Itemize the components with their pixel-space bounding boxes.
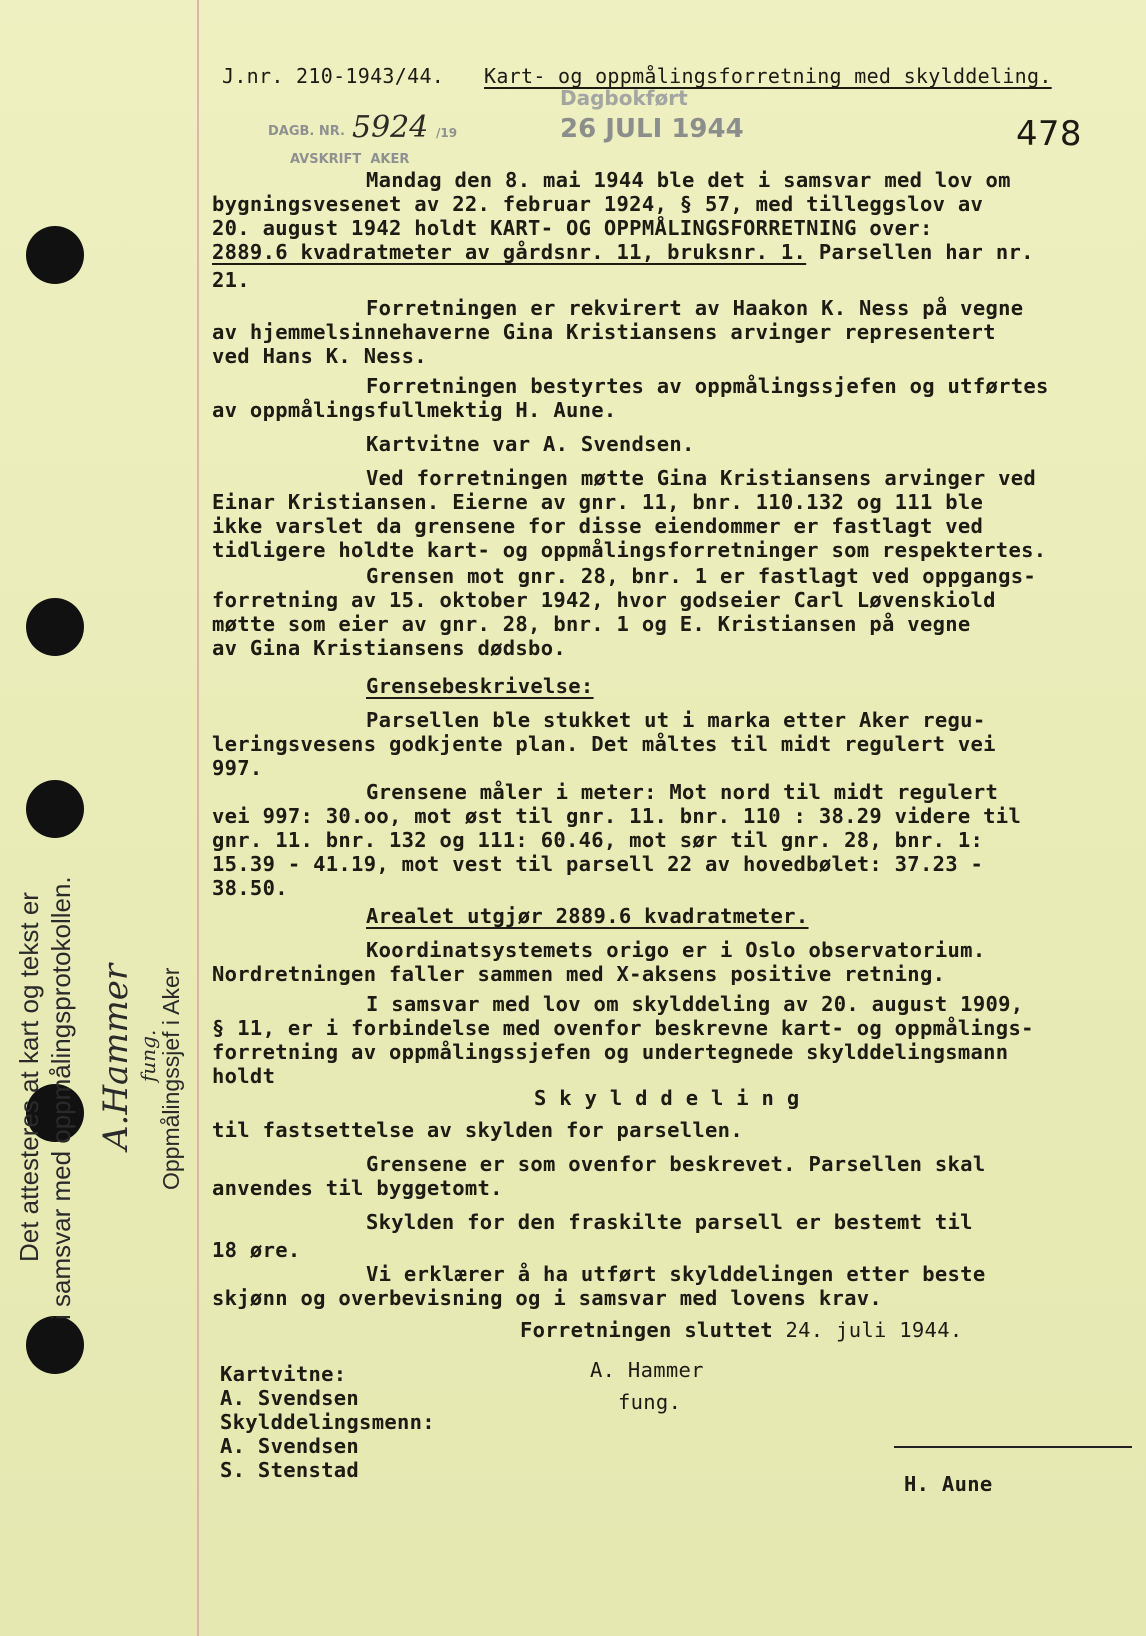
body-line: Vi erklærer å ha utført skylddelingen etter beste (366, 1262, 986, 1286)
body-line: 15.39 - 41.19, mot vest til parsell 22 av hovedbølet: 37.23 - (212, 852, 984, 876)
body-line: ved Hans K. Ness. (212, 344, 427, 368)
avskrift-stamp: AVSKRIFT AKER (290, 152, 410, 167)
body-line: I samsvar med lov om skylddeling av 20. august 1909, (366, 992, 1024, 1016)
body-line: Grensene måler i meter: Mot nord til midt regulert (366, 780, 999, 804)
signature-hammer-fung: fung. (618, 1390, 682, 1414)
closing-date: 24. juli 1944. (772, 1318, 963, 1342)
signature-hammer: A. Hammer (590, 1358, 704, 1382)
body-line: § 11, er i forbindelse med ovenfor beskrevne kart- og oppmålings- (212, 1016, 1034, 1040)
body-line: møtte som eier av gnr. 28, bnr. 1 og E. Kristiansen på vegne (212, 612, 971, 636)
body-line: til fastsettelse av skylden for parsellen. (212, 1118, 743, 1142)
section-heading-skylddeling: S k y l d d e l i n g (534, 1086, 800, 1110)
body-line (212, 240, 1034, 264)
punch-hole (26, 226, 84, 284)
dagb-number-handwritten: 5924 (352, 110, 429, 145)
body-line: Grensen mot gnr. 28, bnr. 1 er fastlagt ved oppgangs- (366, 564, 1037, 588)
dagbokfort-stamp: Dagbokført (560, 86, 688, 110)
punch-hole (26, 1316, 84, 1374)
section-heading-grensebeskrivelse: Grensebeskrivelse: (366, 674, 594, 698)
skylddelingsmann-name-2: S. Stenstad (220, 1458, 360, 1482)
punch-hole (26, 598, 84, 656)
attestation-fung: fung. (136, 1029, 160, 1082)
body-line: av Gina Kristiansens dødsbo. (212, 636, 566, 660)
body-line: skjønn og overbevisning og i samsvar med lovens krav. (212, 1286, 883, 1310)
closing-text: Forretningen sluttet (520, 1318, 773, 1342)
body-line: 20. august 1942 holdt KART- OG OPPMÅLINGSFORRETNING over: (212, 216, 933, 240)
body-line: anvendes til byggetomt. (212, 1176, 503, 1200)
body-line: Parsellen ble stukket ut i marka etter Aker regu- (366, 708, 986, 732)
body-line: 38.50. (212, 876, 288, 900)
attestation-line-1: Det attesteres at kart og tekst er (14, 892, 44, 1262)
body-line: Ved forretningen møtte Gina Kristiansens arvinger ved (366, 466, 1037, 490)
body-line: 997. (212, 756, 263, 780)
signature-line (894, 1446, 1132, 1448)
body-line: leringsvesens godkjente plan. Det måltes til midt regulert vei (212, 732, 996, 756)
dagb-suffix-stamp: /19 (436, 126, 458, 140)
signature-aune: H. Aune (904, 1472, 993, 1496)
body-line: Grensene er som ovenfor beskrevet. Parsellen skal (366, 1152, 986, 1176)
body-line: Mandag den 8. mai 1944 ble det i samsvar med lov om (366, 168, 1011, 192)
page-number: 478 (1016, 114, 1082, 154)
attestation-role: Oppmålingssjef i Aker (158, 967, 184, 1190)
body-line: 21. (212, 268, 250, 292)
body-line: Kartvitne var A. Svendsen. (366, 432, 695, 456)
body-line: Forretningen er rekvirert av Haakon K. Ness på vegne (366, 296, 1024, 320)
property-underlined: 2889.6 kvadratmeter av gårdsnr. 11, bruksnr. 1. (212, 240, 807, 264)
journal-number: J.nr. 210-1943/44. (222, 64, 445, 88)
skylddelingsmenn-label: Skylddelingsmenn: (220, 1410, 435, 1434)
document-title: Kart- og oppmålingsforretning med skylddeling. (484, 64, 1052, 88)
body-line: ikke varslet da grensene for disse eiendommer er fastlagt ved (212, 514, 984, 538)
margin-line (197, 0, 199, 1636)
parcel-text: Parsellen har nr. (806, 240, 1034, 264)
body-line: Nordretningen faller sammen med X-aksens positive retning. (212, 962, 946, 986)
body-line: vei 997: 30.oo, mot øst til gnr. 11. bnr. 110 : 38.29 videre til (212, 804, 1022, 828)
date-stamp: 26 JULI 1944 (560, 114, 744, 144)
body-line: Skylden for den fraskilte parsell er bestemt til (366, 1210, 973, 1234)
body-line: gnr. 11. bnr. 132 og 111: 60.46, mot sør til gnr. 28, bnr. 1: (212, 828, 984, 852)
body-line: tidligere holdte kart- og oppmålingsforretninger som respektertes. (212, 538, 1047, 562)
closing-line (520, 1318, 962, 1342)
punch-hole (26, 780, 84, 838)
body-line: forretning av 15. oktober 1942, hvor godseier Carl Løvenskiold (212, 588, 996, 612)
body-line: Koordinatsystemets origo er i Oslo observatorium. (366, 938, 986, 962)
body-line: Einar Kristiansen. Eierne av gnr. 11, bnr. 110.132 og 111 ble (212, 490, 984, 514)
body-line: holdt (212, 1064, 276, 1088)
area-statement: Arealet utgjør 2889.6 kvadratmeter. (366, 904, 809, 928)
attestation-signature: A.Hammer (96, 963, 136, 1150)
body-line: av oppmålingsfullmektig H. Aune. (212, 398, 617, 422)
body-line: forretning av oppmålingssjefen og undertegnede skylddelingsmann (212, 1040, 1009, 1064)
kartvitne-label: Kartvitne: (220, 1362, 347, 1386)
body-line: av hjemmelsinnehaverne Gina Kristiansens arvinger representert (212, 320, 996, 344)
body-line: 18 øre. (212, 1238, 301, 1262)
body-line: bygningsvesenet av 22. februar 1924, § 57, med tilleggslov av (212, 192, 984, 216)
attestation-line-2: i samsvar med oppmålingsprotokollen. (46, 876, 76, 1320)
kartvitne-name: A. Svendsen (220, 1386, 360, 1410)
body-line: Forretningen bestyrtes av oppmålingssjefen og utførtes (366, 374, 1049, 398)
skylddelingsmann-name-1: A. Svendsen (220, 1434, 360, 1458)
dagb-label-stamp: DAGB. NR. (268, 124, 345, 139)
